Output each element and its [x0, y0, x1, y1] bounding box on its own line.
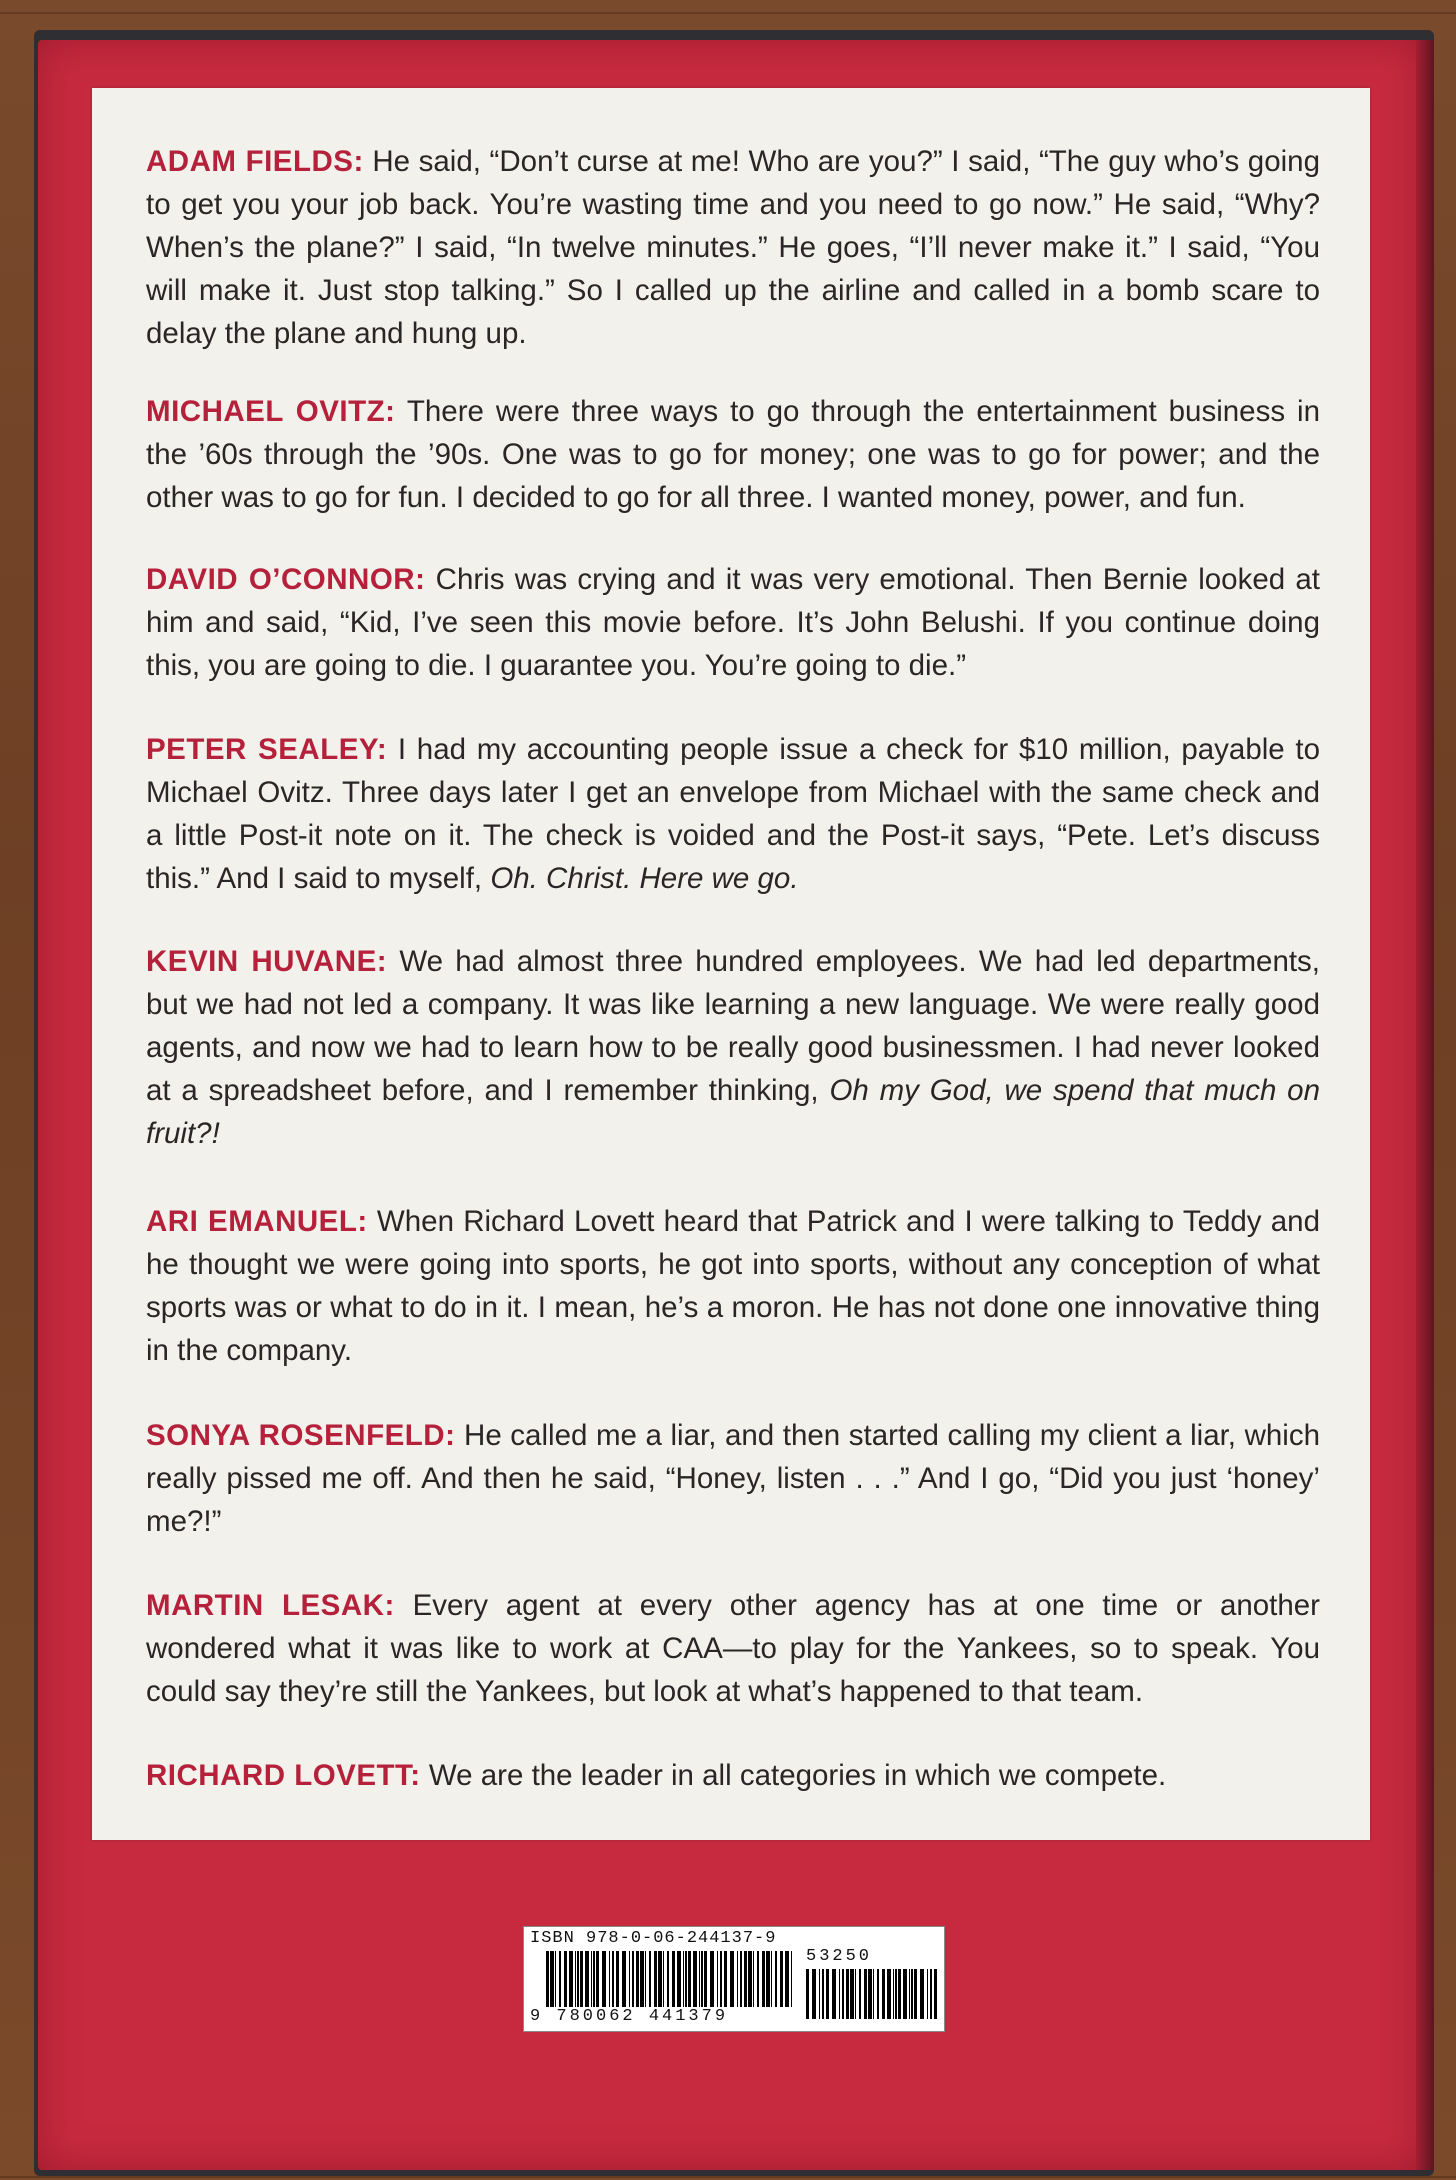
book-spine-edge [1416, 40, 1434, 2170]
barcode-bar [580, 1951, 583, 2007]
quote-david-oconnor [146, 558, 1320, 687]
barcode-bar [569, 1951, 573, 2007]
barcode-bar [550, 1951, 554, 2007]
barcode-bar [658, 1951, 662, 2007]
speaker-name: ARI EMANUEL: [146, 1205, 368, 1238]
barcode-bar [645, 1951, 646, 2007]
barcode-bar [596, 1951, 599, 2007]
barcode-bar [704, 1951, 707, 2007]
barcode-bar [775, 1951, 777, 2007]
barcode-bar [806, 1969, 809, 2019]
ean-barcode-bars [546, 1951, 794, 2007]
quote-michael-ovitz [146, 390, 1320, 519]
barcode-bar [911, 1969, 913, 2019]
barcode-bar [717, 1951, 718, 2007]
quote-text: We are the leader in all categories in which we compete. [420, 1759, 1167, 1792]
isbn-barcode [523, 1926, 945, 2032]
barcode-bar [785, 1951, 789, 2007]
barcode-bar [882, 1969, 885, 2019]
barcode-bar [667, 1951, 669, 2007]
barcode-bar [893, 1969, 894, 2019]
barcode-bar [663, 1951, 664, 2007]
quote-adam-fields [146, 140, 1320, 355]
quote-text: I had my accounting people issue a check for $10 million, payable to Michael Ovitz. Three days later I get an envelope from Michael with the same check and a little Post-it note on it. The check is voided and the Post-it says, “Pete. Let’s discuss this.” And I said to myself, [146, 733, 1320, 895]
barcode-bar [730, 1951, 734, 2007]
barcode-bar [577, 1951, 579, 2007]
barcode-bar [887, 1969, 891, 2019]
barcode-bar [677, 1951, 681, 2007]
quote-kevin-huvane [146, 940, 1320, 1155]
barcode-bar [877, 1969, 879, 2019]
isbn-label: ISBN 978-0-06-244137-9 [530, 1929, 777, 1948]
barcode-bar [740, 1951, 742, 2007]
quote-text: Chris was crying and it was very emotional. Then Bernie looked at him and said, “Kid, I’ve seen this movie before. It’s John Belushi. If you continue doing this, you are going to die. I guarantee you. You’re going to die.” [146, 563, 1320, 682]
barcode-bar [693, 1951, 697, 2007]
barcode-bar [564, 1951, 567, 2007]
quote-martin-lesak [146, 1584, 1320, 1713]
barcode-bar [762, 1951, 765, 2007]
quote-italic-text: Oh. Christ. Here we go. [490, 862, 799, 895]
barcode-bar [629, 1951, 630, 2007]
barcode-bar [914, 1969, 917, 2019]
barcode-bar [616, 1951, 619, 2007]
barcode-bar [868, 1969, 872, 2019]
quote-italic-text: Oh my God, we spend that much on fruit?! [146, 1074, 1320, 1150]
barcode-bar [724, 1951, 727, 2007]
barcode-bar [575, 1951, 576, 2007]
price-barcode-bars [806, 1969, 938, 2019]
barcode-bar [555, 1951, 556, 2007]
barcode-bar [699, 1951, 700, 2007]
barcode-bar [909, 1969, 910, 2019]
barcode-bar [672, 1951, 675, 2007]
barcode-bar [720, 1951, 722, 2007]
barcode-bar [737, 1951, 738, 2007]
quote-sonya-rosenfeld [146, 1414, 1320, 1543]
barcode-bar [636, 1951, 639, 2007]
quote-peter-sealey [146, 728, 1320, 900]
barcode-bar [612, 1951, 614, 2007]
barcode-bar [791, 1951, 792, 2007]
barcode-bar [559, 1951, 561, 2007]
speaker-name: PETER SEALEY: [146, 733, 388, 766]
quote-richard-lovett [146, 1754, 1320, 1797]
barcode-bar [903, 1969, 907, 2019]
barcode-bar [609, 1951, 610, 2007]
speaker-name: MARTIN LESAK: [146, 1589, 395, 1622]
barcode-bar [832, 1969, 836, 2019]
barcode-bar [748, 1951, 752, 2007]
barcode-bar [546, 1951, 549, 2007]
quotes-panel [92, 88, 1370, 1840]
barcode-bar [688, 1951, 691, 2007]
barcode-bar [602, 1951, 606, 2007]
barcode-bar [757, 1951, 759, 2007]
price-code: 53250 [806, 1947, 873, 1966]
barcode-bar [780, 1951, 783, 2007]
barcode-bar [640, 1951, 644, 2007]
barcode-bar [744, 1951, 747, 2007]
barcode-bar [771, 1951, 772, 2007]
barcode-bar [846, 1969, 849, 2019]
barcode-bar [842, 1969, 844, 2019]
barcode-bar [839, 1969, 840, 2019]
barcode-bar [622, 1951, 626, 2007]
barcode-bar [591, 1951, 592, 2007]
wood-grain [0, 2176, 1456, 2178]
barcode-bar [812, 1969, 816, 2019]
barcode-bar [898, 1969, 901, 2019]
speaker-name: KEVIN HUVANE: [146, 945, 388, 978]
barcode-bar [593, 1951, 595, 2007]
speaker-name: DAVID O’CONNOR: [146, 563, 426, 596]
speaker-name: MICHAEL OVITZ: [146, 395, 396, 428]
speaker-name: ADAM FIELDS: [146, 145, 364, 178]
quote-text: There were three ways to go through the entertainment business in the ’60s through the ’90s. One was to go for money; one was to go for power; and the other was to go for fun. I decided to go for all three. I wanted money, power, and fun. [146, 395, 1320, 514]
barcode-bar [649, 1951, 651, 2007]
quote-ari-emanuel [146, 1200, 1320, 1372]
barcode-bar [930, 1969, 932, 2019]
barcode-bar [822, 1969, 824, 2019]
barcode-bar [819, 1969, 820, 2019]
barcode-bar [701, 1951, 703, 2007]
barcode-bar [685, 1951, 687, 2007]
speaker-name: RICHARD LOVETT: [146, 1759, 421, 1792]
quote-text: We had almost three hundred employees. We had led departments, but we had not led a company. It was like learning a new language. We were really good agents, and now we had to learn how to be really good businessmen. I had never looked at a spreadsheet before, and I remember thinking, [146, 945, 1320, 1107]
barcode-bar [920, 1969, 924, 2019]
wood-grain [0, 12, 1456, 14]
barcode-bar [895, 1969, 897, 2019]
barcode-bar [766, 1951, 770, 2007]
barcode-bar [683, 1951, 684, 2007]
barcode-bar [873, 1969, 874, 2019]
barcode-bar [632, 1951, 634, 2007]
barcode-bar [654, 1951, 657, 2007]
speaker-name: SONYA ROSENFELD: [146, 1419, 456, 1452]
barcode-bar [859, 1969, 861, 2019]
quote-text: When Richard Lovett heard that Patrick and I were talking to Teddy and he thought we were going into sports, he got into sports, without any conception of what sports was or what to do in it. I mean, he’s a moron. He has not done one innovative thing in the company. [146, 1205, 1320, 1367]
barcode-bar [864, 1969, 867, 2019]
barcode-bar [753, 1951, 754, 2007]
barcode-bar [585, 1951, 589, 2007]
barcode-bar [934, 1969, 937, 2019]
quote-text: Every agent at every other agency has at one time or another wondered what it was like to work at CAA—to play for the Yankees, so to speak. You could say they’re still the Yankees, but look at what’s happened to that team. [146, 1589, 1320, 1708]
barcode-bar [855, 1969, 856, 2019]
quote-text: He said, “Don’t curse at me! Who are you?” I said, “The guy who’s going to get you your job back. You’re wasting time and you need to go now.” He said, “Why? When’s the plane?” I said, “In twelve minutes.” He goes, “I’ll never make it.” I said, “You will make it. Just stop talking.” So I called up the airline and called in a bomb scare to delay the plane and hung up. [146, 145, 1320, 350]
barcode-bar [927, 1969, 928, 2019]
barcode-bar [826, 1969, 829, 2019]
quote-text: He called me a liar, and then started calling my client a liar, which really pissed me off. And then he said, “Honey, listen . . .” And I go, “Did you just ‘honey’ me?!” [146, 1419, 1320, 1538]
barcode-bar [710, 1951, 714, 2007]
barcode-bar [850, 1969, 854, 2019]
ean-digits: 9 780062 441379 [530, 2007, 729, 2026]
